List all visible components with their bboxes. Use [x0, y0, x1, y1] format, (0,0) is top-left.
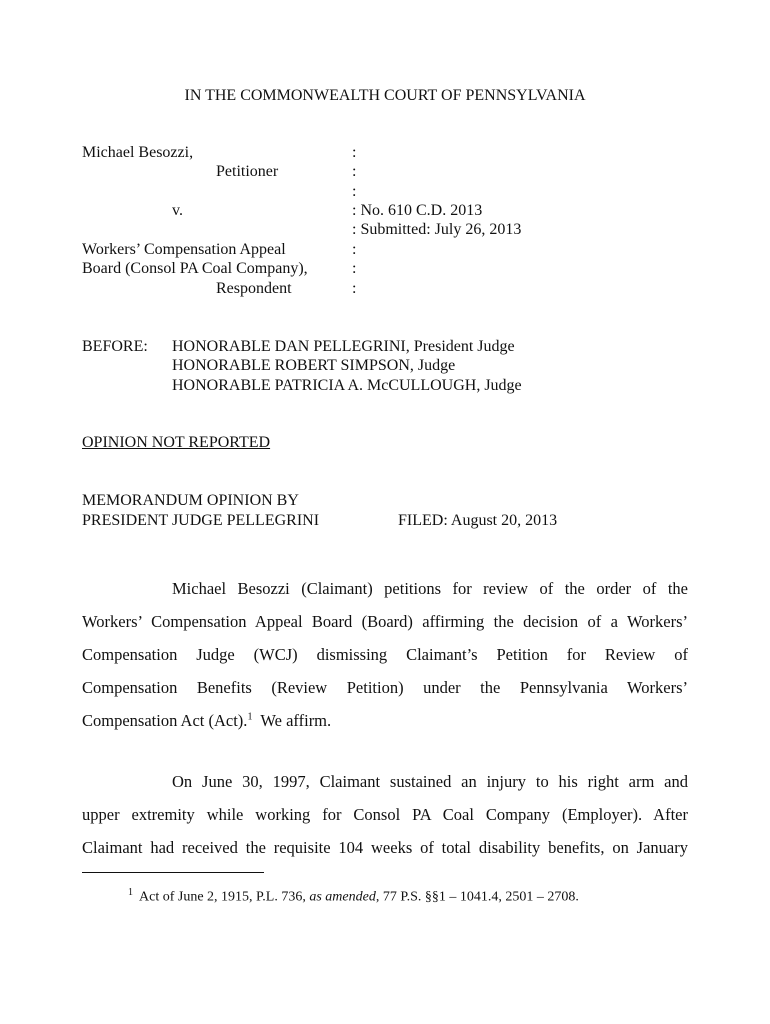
paragraph-line-text: We affirm. [252, 711, 332, 730]
footnote-text: Act of June 2, 1915, P.L. 736, [139, 889, 310, 905]
paragraph-1 [82, 572, 688, 737]
filed-date: FILED: August 20, 2013 [398, 512, 558, 529]
footnote-text-italic: as amended [309, 889, 376, 905]
respondent-role: Respondent [216, 280, 292, 297]
paragraph-line: Workers’ Compensation Appeal Board (Board) affirming the decision of a Workers’ [82, 612, 688, 631]
respondent-line-1: Workers’ Compensation Appeal [82, 241, 286, 258]
petitioner-role: Petitioner [216, 163, 279, 180]
court-title: IN THE COMMONWEALTH COURT OF PENNSYLVANIA [184, 87, 586, 104]
opinion-status: OPINION NOT REPORTED [82, 434, 271, 451]
paragraph-line: upper extremity while working for Consol PA Coal Company (Employer). After [82, 805, 688, 824]
judge-3: HONORABLE PATRICIA A. McCULLOUGH, Judge [172, 377, 522, 394]
footnote [128, 884, 579, 907]
case-number: : No. 610 C.D. 2013 [352, 202, 483, 219]
paragraph-line: Compensation Judge (WCJ) dismissing Claimant’s Petition for Review of [82, 645, 688, 664]
footnote-reference[interactable]: 1 [247, 711, 253, 723]
caption-colon: : [352, 163, 357, 180]
paragraph-2 [82, 765, 688, 864]
footnote-mark: 1 [128, 887, 133, 898]
memorandum-line-2: PRESIDENT JUDGE PELLEGRINI [82, 512, 320, 529]
paragraph-line: Claimant had received the requisite 104 weeks of total disability benefits, on January [82, 838, 688, 857]
paragraph-line: Compensation Benefits (Review Petition) under the Pennsylvania Workers’ [82, 678, 688, 697]
before-label: BEFORE: [82, 338, 148, 355]
judge-2: HONORABLE ROBERT SIMPSON, Judge [172, 357, 456, 374]
footnote-text: , 77 P.S. §§1 – 1041.4, 2501 – 2708. [375, 889, 579, 905]
footnote-divider [82, 872, 264, 873]
memorandum-line-1: MEMORANDUM OPINION BY [82, 492, 299, 509]
submitted-date: : Submitted: July 26, 2013 [352, 221, 522, 238]
caption-colon: : [352, 280, 357, 297]
versus: v. [172, 202, 183, 219]
paragraph-line-text: Compensation Act (Act). [82, 711, 248, 730]
paragraph-line: Michael Besozzi (Claimant) petitions for review of the order of the [172, 579, 688, 598]
paragraph-line: On June 30, 1997, Claimant sustained an injury to his right arm and [172, 772, 688, 791]
caption-colon: : [352, 260, 357, 277]
caption-colon: : [352, 144, 357, 161]
caption-colon: : [352, 183, 357, 200]
judge-1: HONORABLE DAN PELLEGRINI, President Judge [172, 338, 515, 355]
petitioner-name: Michael Besozzi, [82, 144, 194, 161]
paragraph-line [82, 704, 688, 737]
respondent-line-2: Board (Consol PA Coal Company), [82, 260, 308, 277]
caption-colon: : [352, 241, 357, 258]
